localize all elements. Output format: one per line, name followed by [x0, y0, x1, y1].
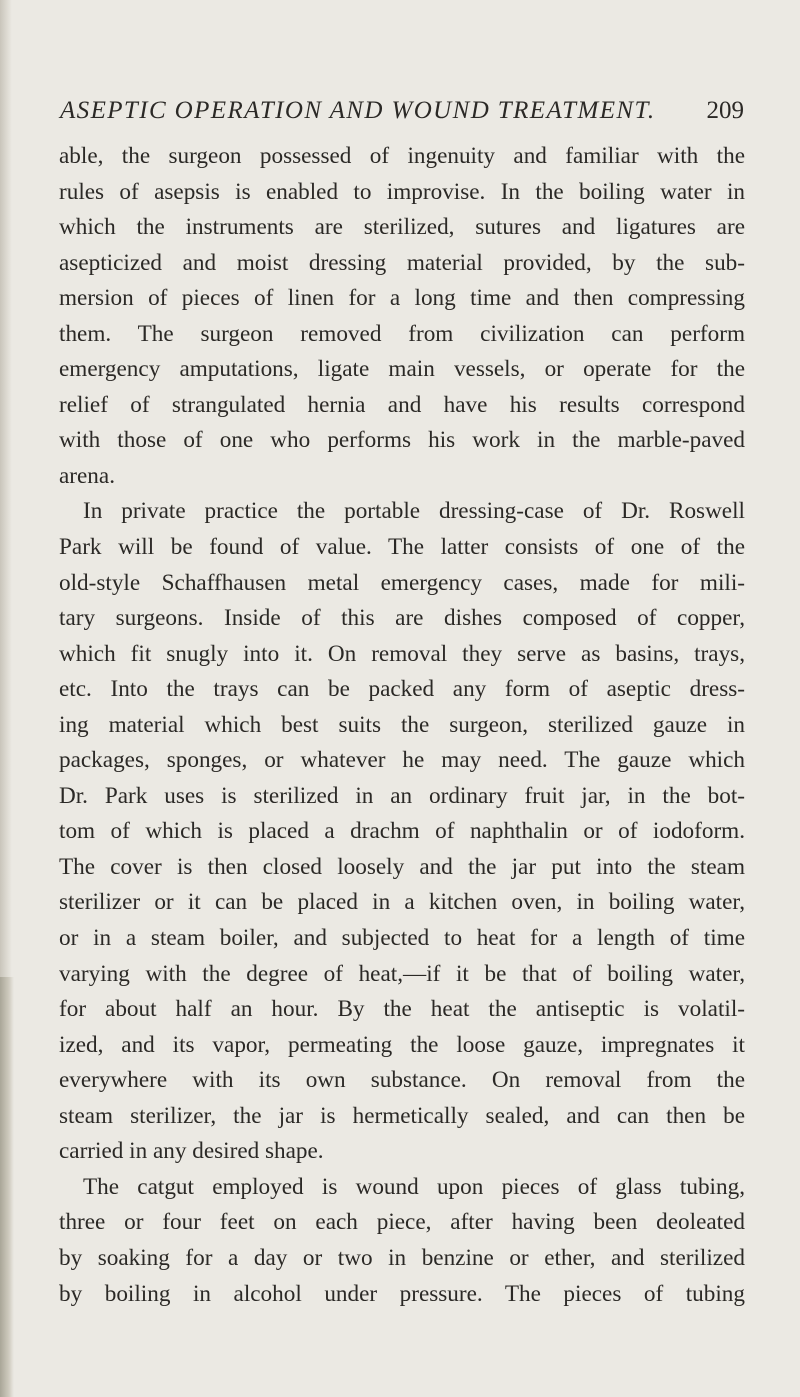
text-line: Park will be found of value. The latter consists of one of the	[59, 534, 745, 561]
text-line: asepticized and moist dressing material provided, by the sub-	[59, 249, 745, 276]
text-line: which the instruments are sterilized, sutures and ligatures are	[59, 214, 745, 241]
text-line: ized, and its vapor, permeating the loose gauze, impregnates it	[59, 1031, 745, 1058]
text-line: three or four feet on each piece, after having been deoleated	[59, 1209, 745, 1236]
text-line: for about half an hour. By the heat the antiseptic is volatil-	[59, 996, 745, 1023]
text-line: relief of strangulated hernia and have his results correspond	[59, 391, 745, 418]
text-line: sterilizer or it can be placed in a kitchen oven, in boiling water,	[59, 889, 745, 916]
text-line: carried in any desired shape.	[59, 1138, 324, 1165]
text-line: tom of which is placed a drachm of naphthalin or of iodoform.	[59, 818, 745, 845]
text-line: steam sterilizer, the jar is hermetically sealed, and can then be	[59, 1102, 745, 1129]
text-line: which fit snugly into it. On removal they serve as basins, trays,	[59, 640, 745, 667]
text-line: by boiling in alcohol under pressure. The pieces of tubing	[59, 1280, 745, 1307]
text-line: The catgut employed is wound upon pieces of glass tubing,	[83, 1173, 745, 1200]
text-line: arena.	[59, 462, 115, 489]
text-line: mersion of pieces of linen for a long time and then compressing	[59, 285, 745, 312]
text-line: emergency amputations, ligate main vessels, or operate for the	[59, 356, 745, 383]
text-line: ing material which best suits the surgeon, sterilized gauze in	[59, 711, 745, 738]
page-number: 209	[706, 97, 744, 124]
text-line: old-style Schaffhausen metal emergency cases, made for mili-	[59, 569, 745, 596]
text-line: able, the surgeon possessed of ingenuity and familiar with the	[59, 143, 745, 169]
text-line: them. The surgeon removed from civilization can perform	[59, 320, 745, 347]
running-title: ASEPTIC OPERATION AND WOUND TREATMENT.	[60, 97, 656, 124]
text-line: rules of asepsis is enabled to improvise. In the boiling water in	[59, 178, 745, 205]
text-line: Dr. Park uses is sterilized in an ordinary fruit jar, in the bot-	[59, 782, 745, 809]
text-line: varying with the degree of heat,—if it be that of boiling water,	[59, 960, 745, 987]
text-line: tary surgeons. Inside of this are dishes composed of copper,	[59, 605, 745, 632]
text-line: with those of one who performs his work in the marble-paved	[59, 427, 745, 454]
text-line: The cover is then closed loosely and the jar put into the steam	[59, 853, 745, 880]
text-line: In private practice the portable dressing-case of Dr. Roswell	[83, 498, 745, 525]
text-line: everywhere with its own substance. On removal from the	[59, 1067, 745, 1094]
body-text	[59, 139, 745, 1312]
page-edge-stain	[0, 977, 14, 1397]
text-line: by soaking for a day or two in benzine or ether, and sterilized	[59, 1244, 745, 1271]
page-header	[60, 97, 744, 131]
text-line: packages, sponges, or whatever he may need. The gauze which	[59, 747, 745, 774]
text-line: or in a steam boiler, and subjected to heat for a length of time	[59, 925, 745, 952]
text-line: etc. Into the trays can be packed any form of aseptic dress-	[59, 676, 745, 703]
